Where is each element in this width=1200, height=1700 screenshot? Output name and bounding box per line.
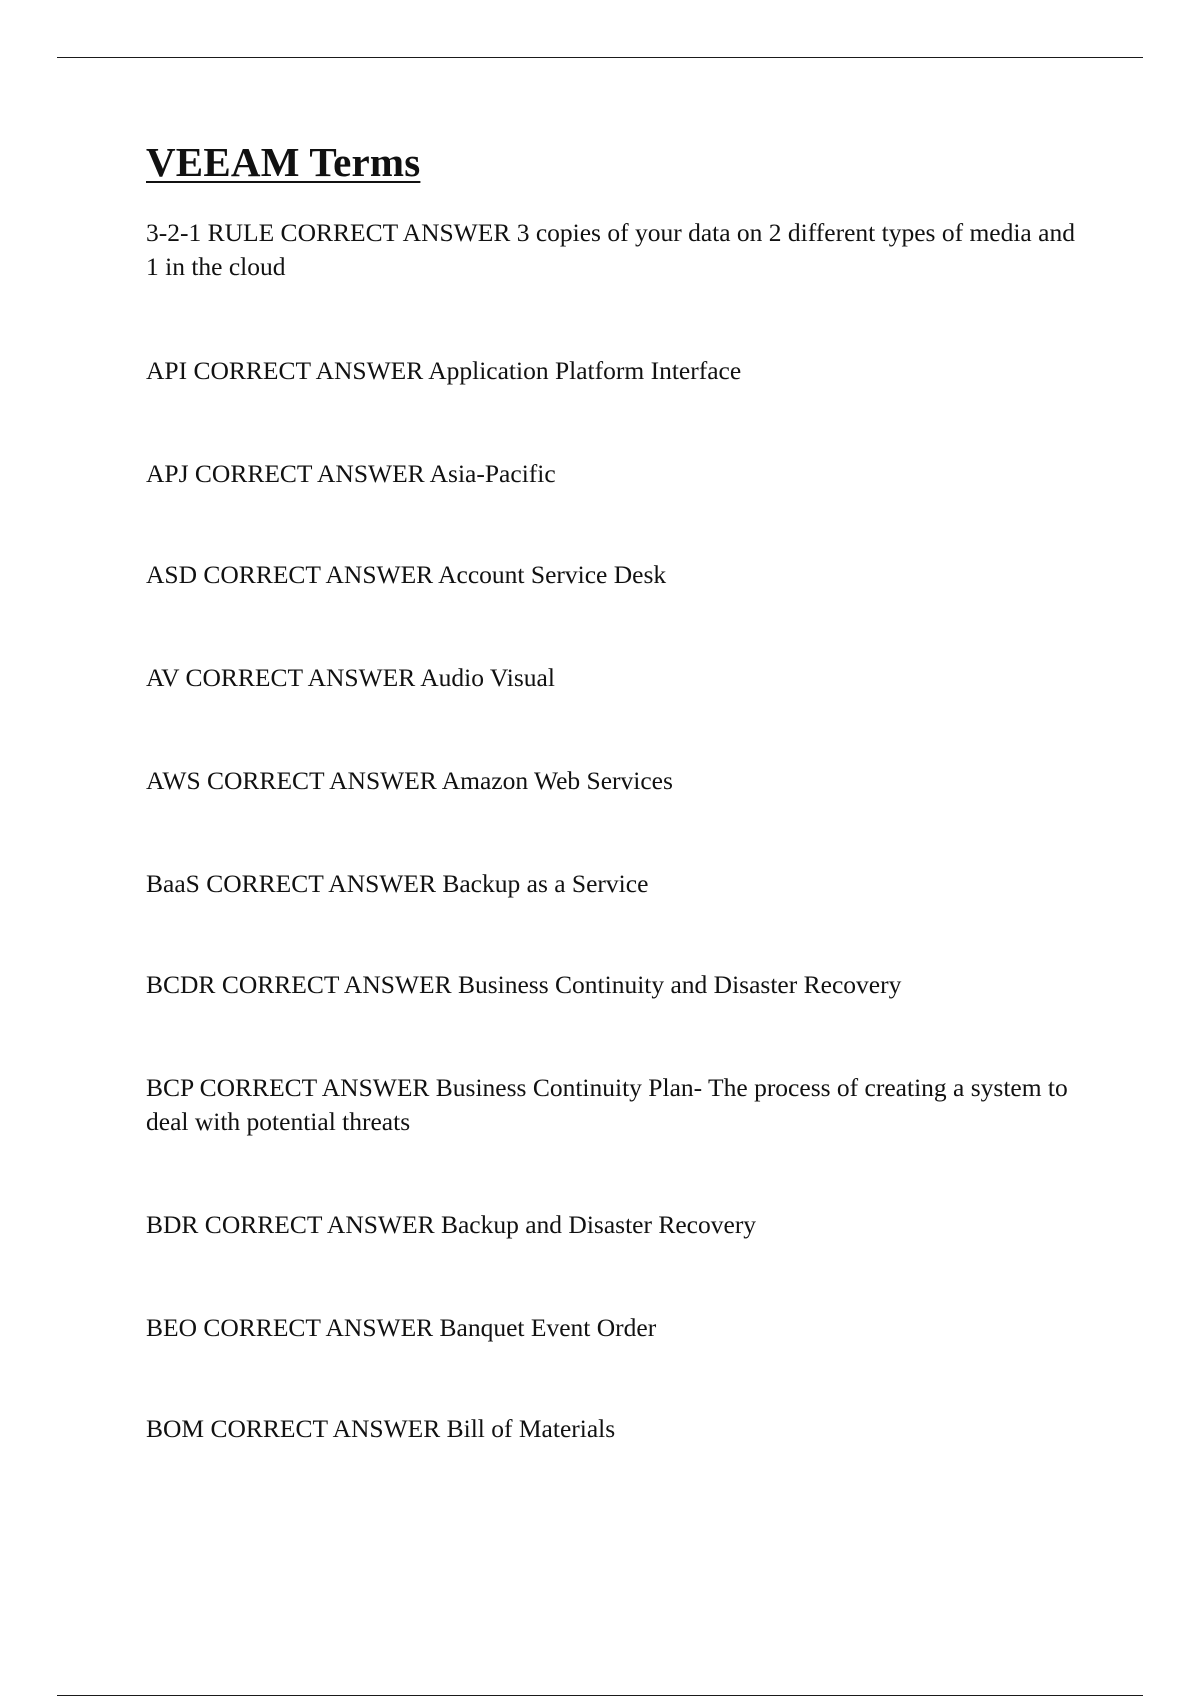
term-entry: API CORRECT ANSWER Application Platform Interface	[146, 356, 742, 385]
term-entry: AV CORRECT ANSWER Audio Visual	[146, 663, 555, 692]
footer-divider	[57, 1695, 1143, 1696]
header-divider	[57, 57, 1143, 58]
term-entry: BCP CORRECT ANSWER Business Continuity Plan- The process of creating a system to deal with potential threats	[146, 1073, 1068, 1136]
term-entry: 3-2-1 RULE CORRECT ANSWER 3 copies of your data on 2 different types of media and 1 in the cloud	[146, 218, 1075, 281]
term-entry: BCDR CORRECT ANSWER Business Continuity and Disaster Recovery	[146, 970, 902, 999]
term-entry: BOM CORRECT ANSWER Bill of Materials	[146, 1414, 616, 1443]
term-entry: BaaS CORRECT ANSWER Backup as a Service	[146, 869, 649, 898]
term-entry: BEO CORRECT ANSWER Banquet Event Order	[146, 1313, 657, 1342]
term-entry: APJ CORRECT ANSWER Asia-Pacific	[146, 459, 556, 488]
term-entry: BDR CORRECT ANSWER Backup and Disaster Recovery	[146, 1210, 757, 1239]
document-title: VEEAM Terms	[146, 139, 421, 185]
term-entry: AWS CORRECT ANSWER Amazon Web Services	[146, 766, 673, 795]
term-entry: ASD CORRECT ANSWER Account Service Desk	[146, 560, 667, 589]
